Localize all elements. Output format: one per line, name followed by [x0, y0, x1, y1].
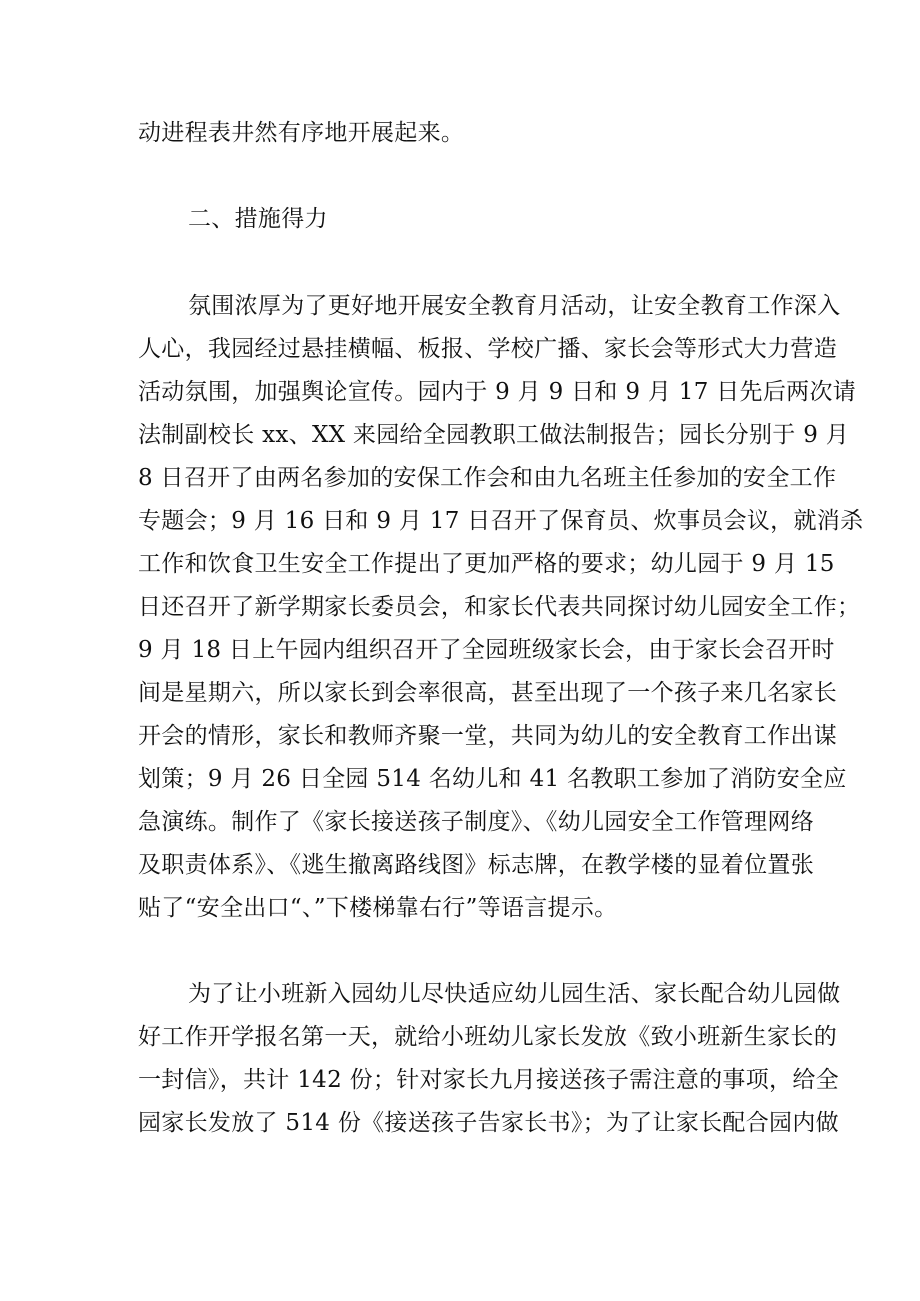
- paragraph-1-line: 日还召开了新学期家长委员会，和家长代表共同探讨幼儿园安全工作；: [138, 594, 861, 620]
- paragraph-continuation-line: 动进程表井然有序地开展起来。: [138, 120, 465, 146]
- paragraph-1-line: 开会的情形，家长和教师齐聚一堂，共同为幼儿的安全教育工作出谋: [138, 723, 837, 749]
- paragraph-1-line: 专题会；9 月 16 日和 9 月 17 日召开了保育员、炊事员会议，就消杀: [138, 508, 864, 534]
- paragraph-1-line: 及职责体系》、《逃生撤离路线图》标志牌，在教学楼的显着位置张: [138, 852, 814, 878]
- paragraph-2-line: 好工作开学报名第一天，就给小班幼儿家长发放《致小班新生家长的: [138, 1024, 837, 1050]
- paragraph-2-line: 一封信》，共计 142 份；针对家长九月接送孩子需注意的事项，给全: [138, 1067, 839, 1093]
- paragraph-1-last-line: 贴了“安全出口“、”下楼梯靠右行”等语言提示。: [138, 895, 618, 921]
- paragraph-1-line: 氛围浓厚为了更好地开展安全教育月活动，让安全教育工作深入: [188, 293, 841, 319]
- paragraph-1-line: 人心，我园经过悬挂横幅、板报、学校广播、家长会等形式大力营造: [138, 336, 837, 362]
- paragraph-1-line: 间是星期六，所以家长到会率很高，甚至出现了一个孩子来几名家长: [138, 680, 837, 706]
- paragraph-1-line: 急演练。制作了《家长接送孩子制度》、《幼儿园安全工作管理网络: [138, 809, 814, 835]
- paragraph-2-line: 为了让小班新入园幼儿尽快适应幼儿园生活、家长配合幼儿园做: [188, 981, 841, 1007]
- paragraph-1-line: 工作和饮食卫生安全工作提出了更加严格的要求；幼儿园于 9 月 15: [138, 551, 835, 577]
- section-heading: 二、措施得力: [188, 206, 328, 232]
- paragraph-1-line: 活动氛围，加强舆论宣传。园内于 9 月 9 日和 9 月 17 日先后两次请: [138, 379, 857, 405]
- paragraph-1-line: 8 日召开了由两名参加的安保工作会和由九名班主任参加的安全工作: [138, 465, 837, 491]
- paragraph-1-line: 法制副校长 xx、XX 来园给全园教职工做法制报告；园长分别于 9 月: [138, 422, 850, 448]
- paragraph-2-line: 园家长发放了 514 份《接送孩子告家长书》；为了让家长配合园内做: [138, 1110, 839, 1136]
- paragraph-1-line: 9 月 18 日上午园内组织召开了全园班级家长会，由于家长会召开时: [138, 637, 835, 663]
- paragraph-1-line: 划策；9 月 26 日全园 514 名幼儿和 41 名教职工参加了消防安全应: [138, 766, 847, 792]
